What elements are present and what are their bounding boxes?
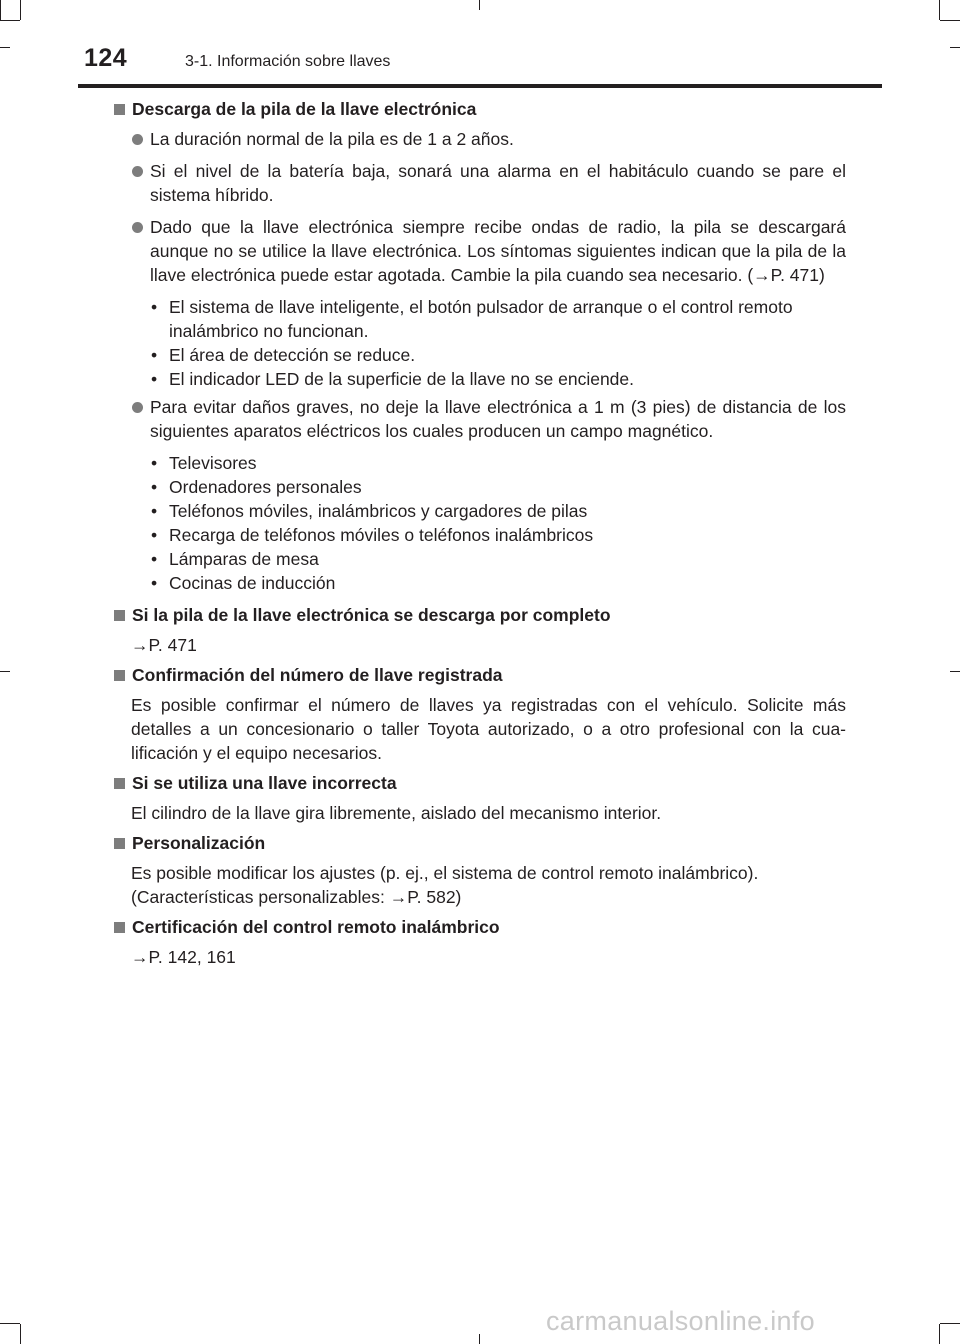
- dot-marker: •: [151, 501, 158, 521]
- crop-tick-left: [0, 671, 10, 672]
- square-bullet-icon: [114, 922, 125, 933]
- crop-mark-br-h: [940, 1323, 960, 1324]
- crop-tick-left-top: [0, 47, 10, 48]
- device-text: Ordenadores personales: [169, 477, 362, 497]
- header-rule: [78, 84, 882, 88]
- round-bullet-icon: [132, 134, 143, 145]
- section-heading: [114, 771, 846, 795]
- section-title: 3-1. Información sobre llaves: [185, 53, 391, 70]
- bullet-item: [114, 395, 846, 443]
- bullet-text: La duración normal de la pila es de 1 a 2 años.: [150, 129, 514, 149]
- symptom-text: El indicador LED de la superficie de la llave no se enciende.: [169, 369, 635, 389]
- section-heading: [114, 831, 846, 855]
- section-heading-text: Si se utiliza una llave incorrecta: [132, 773, 397, 793]
- symptom-item: [114, 367, 846, 391]
- section-heading-text: Descarga de la pila de la llave electrónica: [132, 99, 477, 119]
- content: [114, 97, 846, 969]
- page-reference: →P. 471: [131, 635, 197, 655]
- crop-mark-bl-v: [20, 1324, 21, 1344]
- dot-marker: •: [151, 477, 158, 497]
- crop-tick-bottom: [479, 1334, 480, 1344]
- dot-marker: •: [151, 369, 158, 389]
- crop-mark-bl-h: [0, 1323, 20, 1324]
- dot-marker: •: [151, 549, 158, 569]
- crop-tick-top: [479, 0, 480, 10]
- dot-marker: •: [151, 345, 158, 365]
- page-number: 124: [84, 44, 128, 72]
- square-bullet-icon: [114, 838, 125, 849]
- bullet-text: Dado que la llave electrónica siempre recibe ondas de radio, la pila se descargará aunque no se utilice la llave electrónica. Los síntomas siguientes indican que la pila de la llave electrónica puede estar agotada. Cambie la pila cuando sea necesario. (→P. 471): [150, 217, 846, 285]
- section-heading-text: Certificación del control remoto inalámbrico: [132, 917, 500, 937]
- crop-mark-tr-v: [939, 0, 940, 20]
- device-text: Lámparas de mesa: [169, 549, 319, 569]
- square-bullet-icon: [114, 670, 125, 681]
- device-text: Cocinas de inducción: [169, 573, 336, 593]
- section-heading: [114, 915, 846, 939]
- device-text: Recarga de teléfonos móviles o teléfonos inalámbricos: [169, 525, 594, 545]
- round-bullet-icon: [132, 166, 143, 177]
- dot-marker: •: [151, 525, 158, 545]
- symptom-text: El sistema de llave inteligente, el botón pulsador de arranque o el control remoto inalámbrico no funcionan.: [169, 297, 793, 341]
- crop-mark-br-v: [939, 1324, 940, 1344]
- section-heading: [114, 663, 846, 687]
- symptom-item: [114, 295, 846, 343]
- section-body: Es posible modificar los ajustes (p. ej., el sistema de control remoto inalámbrico).: [131, 863, 759, 883]
- bullet-item: [114, 215, 846, 287]
- bullet-text: Si el nivel de la batería baja, sonará una alarma en el habitáculo cuando se pare el sistema híbrido.: [150, 161, 846, 205]
- symptom-item: [114, 343, 846, 367]
- dot-marker: •: [151, 573, 158, 593]
- crop-mark-tr-h: [940, 20, 960, 21]
- symptom-text: El área de detección se reduce.: [169, 345, 416, 365]
- section-body-reference: (Características personalizables: →P. 582): [131, 887, 462, 907]
- square-bullet-icon: [114, 104, 125, 115]
- bullet-text: Para evitar daños graves, no deje la llave electrónica a 1 m (3 pies) de distancia de los siguientes aparatos eléctricos los cuales producen un campo magnético.: [150, 397, 846, 441]
- crop-tick-right: [950, 671, 960, 672]
- section-heading: [114, 603, 846, 627]
- device-text: Televisores: [169, 453, 257, 473]
- section-heading: [114, 97, 846, 121]
- device-item: [114, 547, 846, 571]
- device-item: [114, 451, 846, 475]
- device-item: [114, 571, 846, 595]
- device-item: [114, 475, 846, 499]
- dot-marker: •: [151, 297, 158, 317]
- crop-tick-right-top: [950, 47, 960, 48]
- device-text: Teléfonos móviles, inalámbricos y cargadores de pilas: [169, 501, 588, 521]
- device-item: [114, 499, 846, 523]
- square-bullet-icon: [114, 610, 125, 621]
- crop-mark-tl-v2: [0, 0, 1, 20]
- device-item: [114, 523, 846, 547]
- round-bullet-icon: [132, 402, 143, 413]
- section-heading-text: Personalización: [132, 833, 266, 853]
- round-bullet-icon: [132, 222, 143, 233]
- watermark: carmanualsonline.info: [546, 1306, 815, 1336]
- bullet-item: [114, 159, 846, 207]
- dot-marker: •: [151, 453, 158, 473]
- section-body: Es posible confirmar el número de llaves ya registradas con el vehículo. Solicite más detalles a un concesionario o taller Toyota autorizado, o a otro profesional con la cua-lificación y el equipo necesarios.: [131, 695, 846, 763]
- crop-mark-tl-v: [20, 0, 21, 20]
- section-heading-text: Confirmación del número de llave registrada: [132, 665, 503, 685]
- section-heading-text: Si la pila de la llave electrónica se descarga por completo: [132, 605, 611, 625]
- crop-mark-tl-h: [0, 20, 20, 21]
- page-reference: →P. 142, 161: [131, 947, 236, 967]
- bullet-item: [114, 127, 846, 151]
- square-bullet-icon: [114, 778, 125, 789]
- section-body: El cilindro de la llave gira libremente, aislado del mecanismo interior.: [131, 803, 662, 823]
